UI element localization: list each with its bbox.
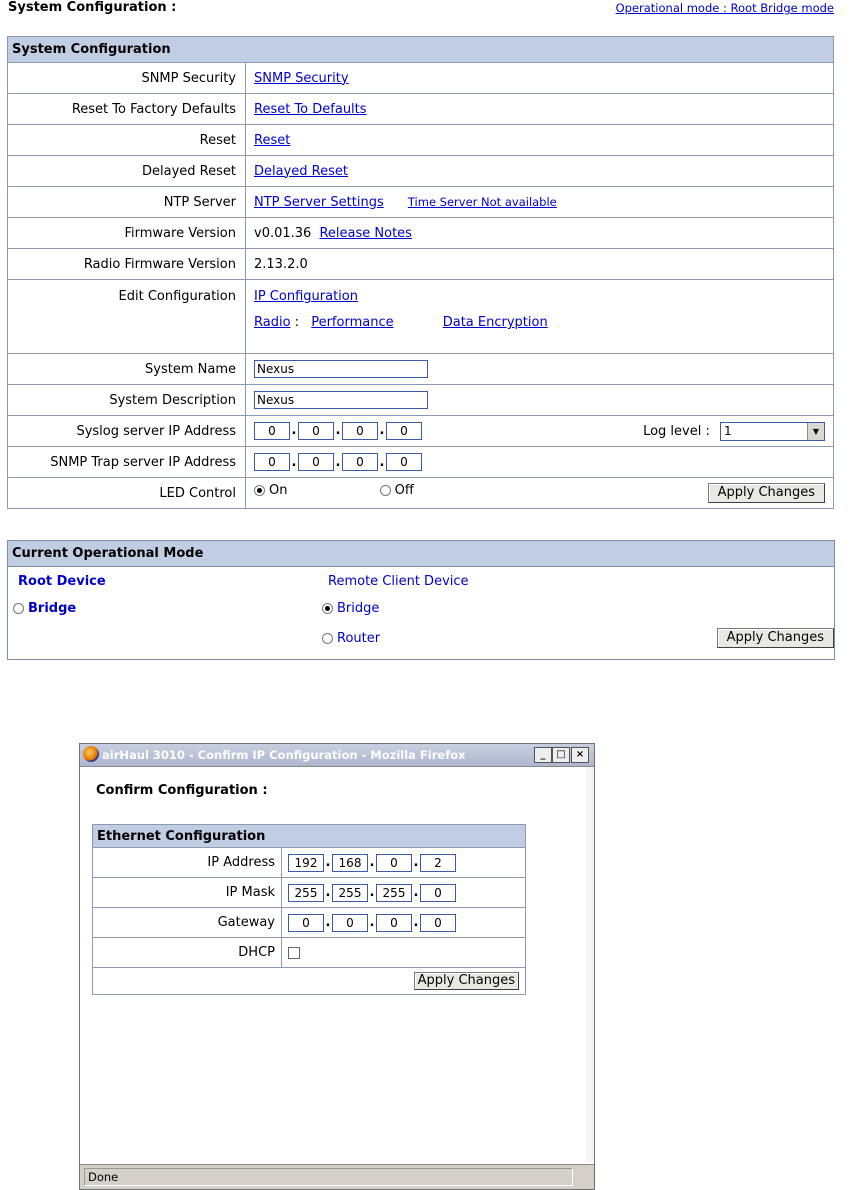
ntp-server-settings-link[interactable]: NTP Server Settings xyxy=(254,194,384,210)
mask-octet-3[interactable]: 255 xyxy=(376,884,412,902)
chevron-down-icon[interactable]: ▼ xyxy=(807,423,824,440)
time-server-status-link[interactable]: Time Server Not available xyxy=(407,194,557,209)
status-bar xyxy=(80,1164,594,1189)
row-edit-configuration xyxy=(8,280,834,354)
row-dhcp xyxy=(93,938,526,968)
reset-to-defaults-link[interactable]: Reset To Defaults xyxy=(254,101,367,117)
operational-mode-header: Current Operational Mode xyxy=(8,541,834,567)
row-system-name xyxy=(8,354,834,385)
row-ntp xyxy=(8,187,834,218)
dhcp-checkbox[interactable] xyxy=(288,947,300,959)
ethernet-configuration-header: Ethernet Configuration xyxy=(93,825,526,848)
row-delayed-reset xyxy=(8,156,834,187)
gateway-octet-3[interactable]: 0 xyxy=(376,914,412,932)
ethernet-configuration-table xyxy=(92,824,526,995)
remote-router-radio[interactable] xyxy=(322,633,333,644)
firefox-icon xyxy=(83,746,99,762)
snmp-security-label: SNMP Security xyxy=(8,63,246,94)
ip-octet-1[interactable]: 192 xyxy=(288,854,324,872)
mask-octet-4[interactable]: 0 xyxy=(420,884,456,902)
ip-octet-3[interactable]: 0 xyxy=(376,854,412,872)
page-title: System Configuration : xyxy=(8,0,177,15)
snmp-trap-ip-octet-2[interactable]: 0 xyxy=(298,453,334,471)
minimize-icon[interactable]: _ xyxy=(534,747,552,763)
confirm-apply-changes-button[interactable]: Apply Changes xyxy=(414,972,519,990)
status-text: Done xyxy=(84,1168,573,1186)
led-off-radio[interactable] xyxy=(380,485,391,496)
ip-mask-label: IP Mask xyxy=(93,878,282,908)
mask-octet-1[interactable]: 255 xyxy=(288,884,324,902)
syslog-ip-octet-1[interactable]: 0 xyxy=(254,422,290,440)
delayed-reset-label: Delayed Reset xyxy=(8,156,246,187)
window-title: airHaul 3010 - Confirm IP Configuration - Mozilla Firefox xyxy=(102,748,466,762)
syslog-ip-octet-2[interactable]: 0 xyxy=(298,422,334,440)
root-bridge-radio[interactable] xyxy=(13,603,24,614)
radio-link[interactable]: Radio xyxy=(254,315,291,330)
operational-mode-link[interactable]: Operational mode : Root Bridge mode xyxy=(615,1,834,15)
row-factory-defaults xyxy=(8,94,834,125)
syslog-ip-octet-4[interactable]: 0 xyxy=(386,422,422,440)
reset-label: Reset xyxy=(8,125,246,156)
opmode-apply-changes-button[interactable]: Apply Changes xyxy=(717,628,834,648)
row-ip-mask: IP Mask 255 . 255 . 255 . 0 xyxy=(93,878,526,908)
edit-configuration-label: Edit Configuration xyxy=(8,280,246,354)
snmp-trap-ip-octet-1[interactable]: 0 xyxy=(254,453,290,471)
mask-octet-2[interactable]: 255 xyxy=(332,884,368,902)
confirm-configuration-heading: Confirm Configuration : xyxy=(96,783,268,798)
log-level-select[interactable] xyxy=(720,422,825,441)
gateway-octet-4[interactable]: 0 xyxy=(420,914,456,932)
row-syslog: Syslog server IP Address 0 . 0 . 0 . 0 Log level : 1 ▼ xyxy=(8,416,834,447)
close-icon[interactable]: × xyxy=(571,747,589,763)
row-reset xyxy=(8,125,834,156)
ip-octet-4[interactable]: 2 xyxy=(420,854,456,872)
ip-octet-2[interactable]: 168 xyxy=(332,854,368,872)
dhcp-label: DHCP xyxy=(93,938,282,968)
row-system-description xyxy=(8,385,834,416)
operational-mode-panel xyxy=(7,540,835,660)
ip-configuration-link[interactable]: IP Configuration xyxy=(254,289,358,304)
ip-address-label: IP Address xyxy=(93,848,282,878)
log-level-label: Log level : xyxy=(643,423,710,439)
row-firmware xyxy=(8,218,834,249)
radio-firmware-label: Radio Firmware Version xyxy=(8,249,246,280)
row-radio-firmware xyxy=(8,249,834,280)
firefox-confirm-window xyxy=(79,743,595,1190)
window-scrollbar[interactable] xyxy=(586,767,594,1162)
row-led-control xyxy=(8,478,834,509)
led-on-label: On xyxy=(269,483,288,498)
gateway-label: Gateway xyxy=(93,908,282,938)
system-name-label: System Name xyxy=(8,354,246,385)
snmp-trap-ip-octet-4[interactable]: 0 xyxy=(386,453,422,471)
window-titlebar[interactable] xyxy=(80,744,594,767)
ntp-server-label: NTP Server xyxy=(8,187,246,218)
gateway-octet-1[interactable]: 0 xyxy=(288,914,324,932)
log-level-value: 1 xyxy=(724,423,732,438)
remote-bridge-radio[interactable] xyxy=(322,603,333,614)
snmp-trap-ip-octet-3[interactable]: 0 xyxy=(342,453,378,471)
radio-firmware-value: 2.13.2.0 xyxy=(246,249,834,280)
row-gateway: Gateway 0 . 0 . 0 . 0 xyxy=(93,908,526,938)
radio-colon: : xyxy=(294,315,300,330)
performance-link[interactable]: Performance xyxy=(311,315,394,330)
syslog-ip-label: Syslog server IP Address xyxy=(8,416,246,447)
row-ip-address: IP Address 192 . 168 . 0 . 2 xyxy=(93,848,526,878)
syslog-ip-octet-3[interactable]: 0 xyxy=(342,422,378,440)
root-device-label: Root Device xyxy=(18,574,106,589)
led-on-radio[interactable] xyxy=(254,485,265,496)
remote-router-label: Router xyxy=(337,631,381,646)
data-encryption-link[interactable]: Data Encryption xyxy=(442,315,548,330)
maximize-icon[interactable]: □ xyxy=(552,747,570,763)
system-configuration-header: System Configuration xyxy=(8,37,834,63)
remote-bridge-label: Bridge xyxy=(337,601,380,616)
row-apply xyxy=(93,968,526,995)
factory-defaults-label: Reset To Factory Defaults xyxy=(8,94,246,125)
snmp-security-link[interactable]: SNMP Security xyxy=(254,70,349,86)
row-snmp-security xyxy=(8,63,834,94)
root-bridge-label: Bridge xyxy=(28,601,77,616)
led-control-label: LED Control xyxy=(8,478,246,509)
snmp-trap-ip-label: SNMP Trap server IP Address xyxy=(8,447,246,478)
led-off-label: Off xyxy=(394,483,414,498)
firmware-version-label: Firmware Version xyxy=(8,218,246,249)
window-content xyxy=(80,767,586,1162)
gateway-octet-2[interactable]: 0 xyxy=(332,914,368,932)
row-snmp-trap: SNMP Trap server IP Address 0 . 0 . 0 . 0 xyxy=(8,447,834,478)
system-name-input[interactable]: Nexus xyxy=(254,360,428,378)
firmware-version-value: v0.01.36 xyxy=(254,225,312,241)
reset-link[interactable]: Reset xyxy=(254,132,291,148)
led-apply-changes-button[interactable]: Apply Changes xyxy=(708,483,825,503)
release-notes-link[interactable]: Release Notes xyxy=(319,225,412,241)
system-description-label: System Description xyxy=(8,385,246,416)
system-description-input[interactable]: Nexus xyxy=(254,391,428,409)
remote-client-device-label: Remote Client Device xyxy=(328,574,469,589)
delayed-reset-link[interactable]: Delayed Reset xyxy=(254,163,348,179)
system-configuration-table xyxy=(7,36,834,509)
